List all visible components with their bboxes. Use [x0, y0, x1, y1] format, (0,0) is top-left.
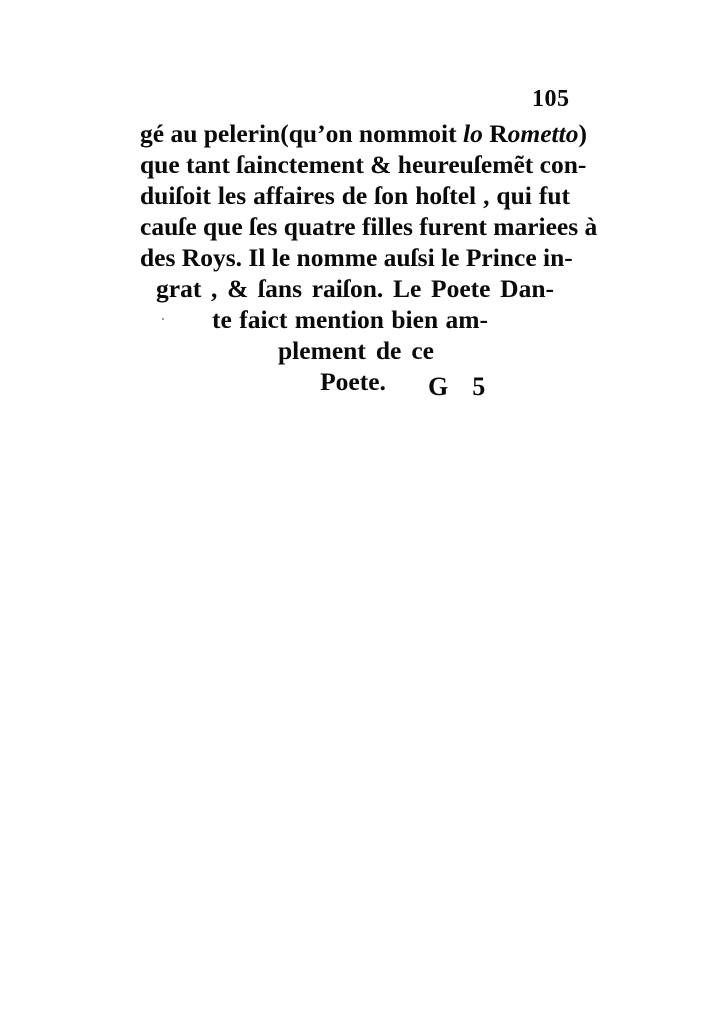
signature-number: 5	[472, 372, 486, 401]
line-1-text: gé au pelerin(qu’on nommoit	[140, 119, 464, 148]
text-line-7: te faict mention bien am-	[212, 305, 488, 334]
ink-speck	[162, 318, 164, 320]
signature-letter: G	[428, 372, 449, 401]
text-line-5: des Roys. Il le nomme auſsi le Prince in-	[140, 243, 573, 272]
text-line-3: duiſoit les affaires de ſon hoſtel , qui fut	[140, 181, 570, 210]
italic-lo: lo	[463, 119, 483, 148]
closing-paren: )	[578, 119, 587, 148]
text-line-1	[140, 118, 587, 149]
page-number: 105	[532, 86, 570, 112]
text-line-6: grat , & ſans raiſon. Le Poete Dan-	[156, 274, 554, 303]
text-line-4: cauſe que ſes quatre filles furent mariees à	[140, 212, 598, 241]
rometto-initial: R	[482, 119, 508, 148]
italic-rometto: ometto	[507, 119, 579, 148]
body-text	[140, 118, 598, 397]
text-line-8: plement de ce	[278, 336, 434, 365]
text-line-2: que tant ſainctement & heureuſemẽt con-	[140, 150, 587, 179]
text-line-9: Poete.	[320, 367, 386, 396]
signature-mark	[428, 372, 485, 402]
